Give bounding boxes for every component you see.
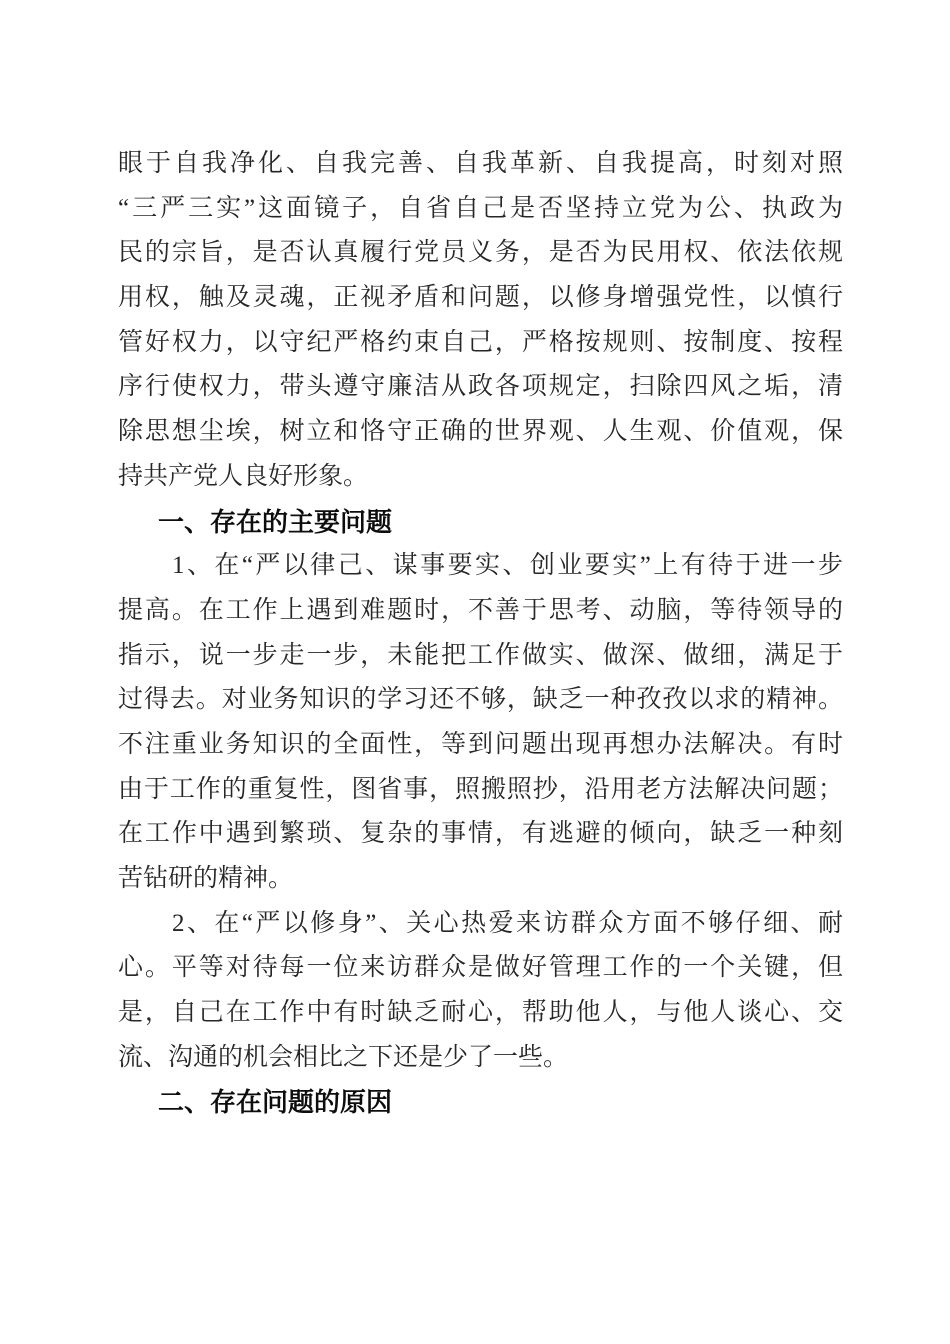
paragraph-line: 1、在“严以律己、谋事要实、创业要实”上有待于进一步 xyxy=(172,552,843,580)
paragraph-line: 民的宗旨，是否认真履行党员义务，是否为民用权、依法依规 xyxy=(118,239,843,267)
paragraph-line: 在工作中遇到繁琐、复杂的事情，有逃避的倾向，缺乏一种刻 xyxy=(118,820,843,848)
paragraph-line: 指示，说一步走一步，未能把工作做实、做深、做细，满足于 xyxy=(118,641,843,669)
paragraph-line: 2、在“严以修身”、关心热爱来访群众方面不够仔细、耐 xyxy=(172,909,843,937)
paragraph-line: 用权，触及灵魂，正视矛盾和问题，以修身增强党性，以慎行 xyxy=(118,284,843,312)
paragraph-line: 眼于自我净化、自我完善、自我革新、自我提高，时刻对照 xyxy=(118,150,843,177)
paragraph-line: “三严三实”这面镜子，自省自己是否坚持立党为公、执政为 xyxy=(118,194,843,222)
paragraph-line: 序行使权力，带头遵守廉洁从政各项规定，扫除四风之垢，清 xyxy=(118,373,843,401)
paragraph-line: 心。平等对待每一位来访群众是做好管理工作的一个关键，但 xyxy=(118,954,843,982)
paragraph-line: 持共产党人良好形象。 xyxy=(118,462,369,490)
paragraph-line: 是，自己在工作中有时缺乏耐心，帮助他人，与他人谈心、交 xyxy=(118,999,843,1027)
paragraph-line: 管好权力，以守纪严格约束自己，严格按规则、按制度、按程 xyxy=(118,328,843,356)
paragraph-line: 除思想尘埃，树立和恪守正确的世界观、人生观、价值观，保 xyxy=(118,418,843,446)
paragraph-line: 提高。在工作上遇到难题时，不善于思考、动脑，等待领导的 xyxy=(118,596,843,624)
paragraph-line: 过得去。对业务知识的学习还不够，缺乏一种孜孜以求的精神。 xyxy=(118,686,843,714)
section-heading-1: 一、存在的主要问题 xyxy=(158,506,393,537)
paragraph-line: 苦钻研的精神。 xyxy=(118,865,294,892)
section-heading-2: 二、存在问题的原因 xyxy=(158,1087,393,1118)
paragraph-line: 不注重业务知识的全面性，等到问题出现再想办法解决。有时 xyxy=(118,730,843,758)
paragraph-line: 由于工作的重复性，图省事，照搬照抄，沿用老方法解决问题； xyxy=(118,775,843,803)
paragraph-line: 流、沟通的机会相比之下还是少了一些。 xyxy=(118,1043,569,1071)
